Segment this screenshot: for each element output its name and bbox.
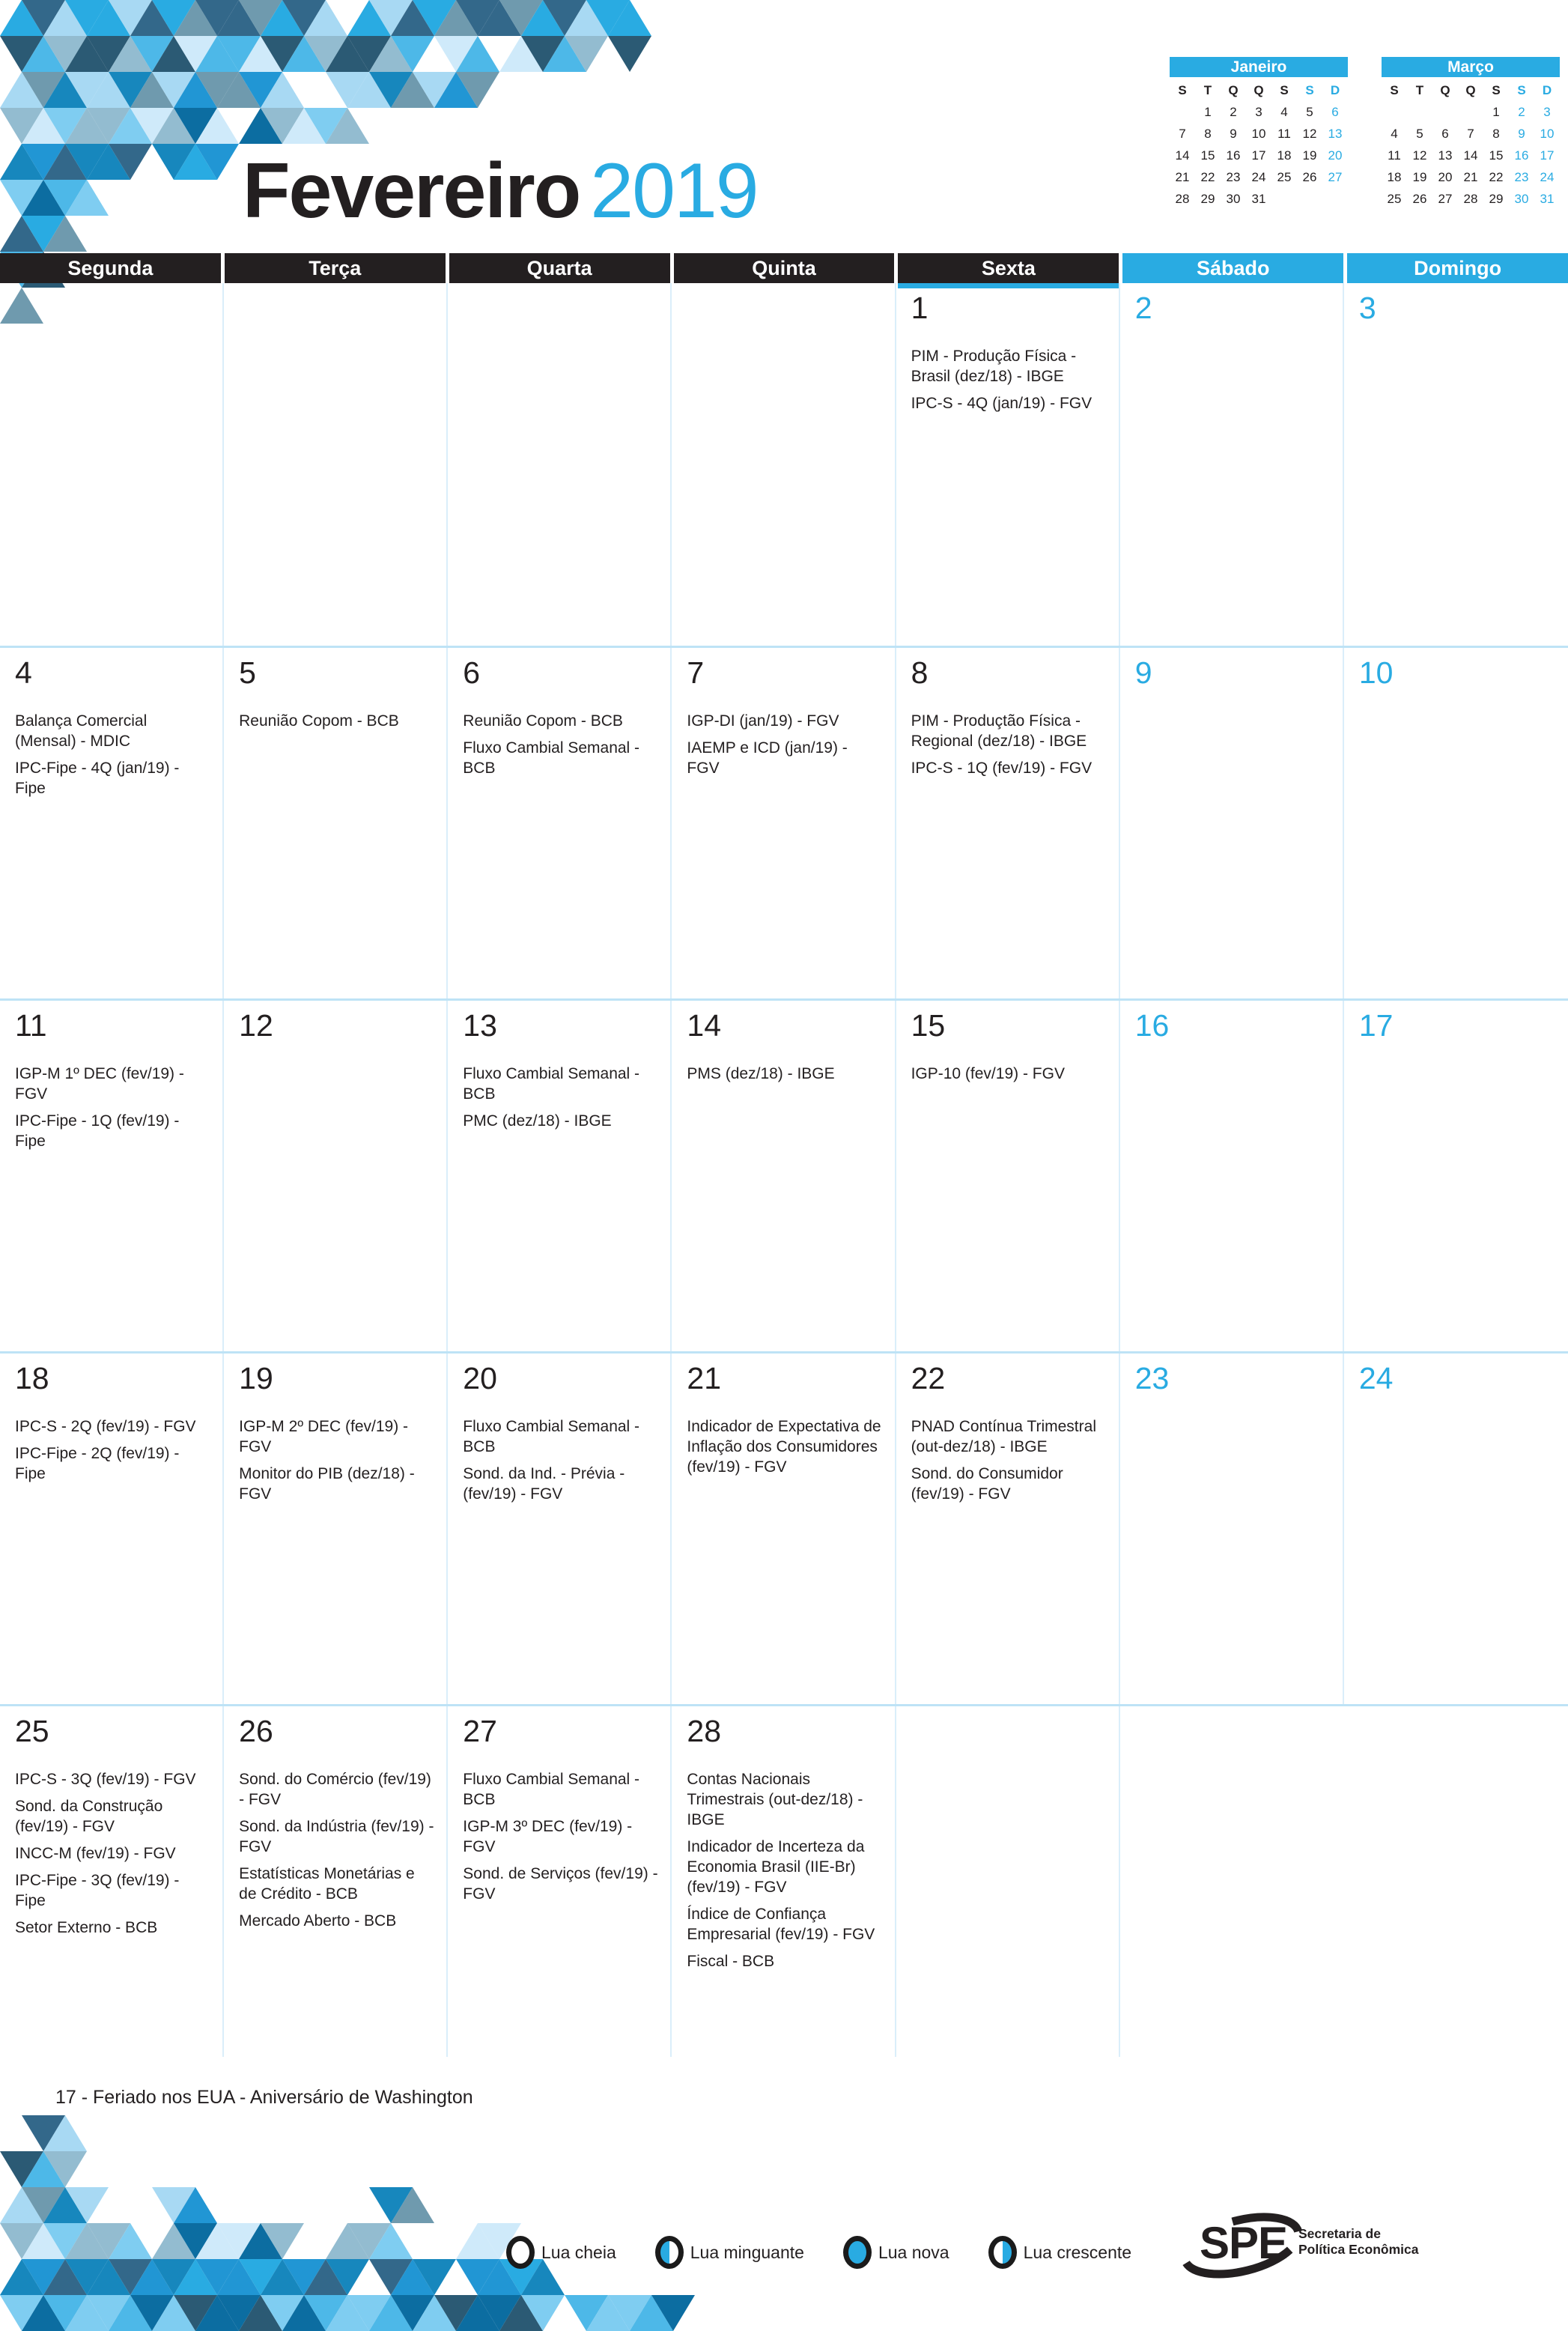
moon-right-blue-icon	[988, 2236, 1017, 2269]
mini-calendar-title: Janeiro	[1170, 57, 1348, 77]
event-item: Estatísticas Monetárias e de Crédito - BCB	[239, 1865, 415, 1903]
mini-day-number: 29	[1200, 192, 1215, 206]
mosaic-triangle	[608, 36, 651, 72]
day-cell	[1344, 283, 1568, 646]
mini-day-number: 27	[1328, 170, 1343, 184]
day-cell	[224, 283, 448, 646]
mini-day-number	[1432, 101, 1458, 123]
day-events	[911, 711, 1108, 778]
day-number: 13	[463, 1008, 497, 1043]
spe-acronym: SPE	[1200, 2218, 1288, 2268]
mini-day-number: 19	[1302, 148, 1317, 163]
event-item: IPC-Fipe - 1Q (fev/19) - Fipe	[15, 1112, 180, 1150]
mini-day-number: 16	[1226, 148, 1241, 163]
day-number: 4	[15, 655, 32, 690]
week-row	[0, 283, 1568, 646]
mini-day-letter: Q	[1254, 83, 1264, 97]
mini-day-number: 31	[1540, 192, 1555, 206]
event-item: IPC-S - 2Q (fev/19) - FGV	[15, 1418, 196, 1435]
dow-header-quinta: Quinta	[674, 253, 895, 283]
mini-day-number: 8	[1492, 127, 1500, 141]
day-number: 9	[1134, 655, 1152, 690]
event-item: Monitor do PIB (dez/18) - FGV	[239, 1465, 415, 1503]
mini-day-number: 11	[1277, 127, 1291, 141]
day-events	[687, 1064, 884, 1084]
mini-day-number: 25	[1387, 192, 1402, 206]
event-item: Sond. da Ind. - Prévia - (fev/19) - FGV	[463, 1465, 625, 1503]
day-cell	[448, 1354, 672, 1704]
day-number	[239, 291, 436, 328]
mini-day-letter: Q	[1440, 83, 1450, 97]
dow-header-quarta: Quarta	[449, 253, 670, 283]
spe-logo-line1: Secretaria de	[1298, 2226, 1381, 2241]
moon-legend-item	[655, 2236, 804, 2269]
mini-day-number: 2	[1230, 105, 1237, 119]
event-item: Fluxo Cambial Semanal - BCB	[463, 1771, 640, 1808]
event-item: IGP-M 3º DEC (fev/19) - FGV	[463, 1818, 633, 1855]
day-number: 1	[911, 291, 929, 325]
dow-header-segunda: Segunda	[0, 253, 221, 283]
day-cell	[448, 283, 672, 646]
mini-day-number	[1170, 101, 1195, 123]
day-cell	[224, 1001, 448, 1351]
mini-day-letter: S	[1390, 83, 1399, 97]
day-cell	[1344, 1001, 1568, 1351]
mini-day-number: 20	[1328, 148, 1343, 163]
day-cell	[224, 648, 448, 998]
event-item: PMC (dez/18) - IBGE	[463, 1112, 612, 1130]
mini-day-number: 20	[1438, 170, 1453, 184]
mini-day-number	[1407, 101, 1432, 123]
week-row	[0, 646, 1568, 998]
event-item: IGP-M 1º DEC (fev/19) - FGV	[15, 1065, 184, 1103]
mini-day-letter: S	[1492, 83, 1501, 97]
mini-day-number: 7	[1467, 127, 1474, 141]
day-events	[15, 1416, 212, 1484]
moon-legend-label: Lua cheia	[541, 2242, 616, 2262]
day-cell	[896, 648, 1120, 998]
day-events	[463, 1064, 660, 1131]
moon-legend-label: Lua crescente	[1023, 2242, 1132, 2262]
day-cell	[0, 1706, 224, 2057]
mini-day-number: 17	[1251, 148, 1266, 163]
mini-day-number: 18	[1277, 148, 1292, 163]
mini-day-number: 7	[1179, 127, 1186, 141]
mini-day-number: 24	[1251, 170, 1266, 184]
day-events	[15, 711, 212, 798]
day-events	[463, 1769, 660, 1904]
mini-day-number: 31	[1251, 192, 1266, 206]
year-title: 2019	[590, 148, 758, 234]
mini-day-letter: S	[1178, 83, 1187, 97]
day-events	[911, 1416, 1108, 1504]
holiday-footnote: 17 - Feriado nos EUA - Aniversário de Washington	[55, 2087, 473, 2108]
day-events	[239, 711, 436, 731]
day-number: 2	[1134, 291, 1152, 325]
mini-day-number: 28	[1463, 192, 1478, 206]
mini-day-letter: T	[1203, 83, 1212, 97]
day-events	[463, 1416, 660, 1504]
mini-day-number: 26	[1412, 192, 1427, 206]
event-item: IGP-10 (fev/19) - FGV	[911, 1065, 1065, 1082]
day-events	[239, 1769, 436, 1931]
week-row	[0, 1704, 1568, 2057]
month-title: Fevereiro	[243, 148, 580, 234]
mini-day-letter: S	[1305, 83, 1314, 97]
mini-day-letter: D	[1542, 83, 1552, 97]
day-number: 15	[911, 1008, 946, 1043]
day-number: 16	[1134, 1008, 1170, 1043]
mini-day-number: 30	[1226, 192, 1241, 206]
mini-day-number: 9	[1518, 127, 1525, 141]
mini-day-number: 10	[1540, 127, 1555, 141]
day-cell	[1120, 648, 1344, 998]
moon-legend-item	[506, 2236, 616, 2269]
spe-logo-line2: Política Econômica	[1298, 2242, 1419, 2257]
day-cell	[1344, 648, 1568, 998]
dow-header-terça: Terça	[225, 253, 446, 283]
event-item: Índice de Confiança Empresarial (fev/19) - FGV	[687, 1906, 875, 1943]
event-item: IPC-Fipe - 4Q (jan/19) - Fipe	[15, 760, 180, 797]
mini-day-letter: S	[1280, 83, 1289, 97]
day-cell	[224, 1706, 448, 2057]
day-number: 20	[463, 1361, 497, 1395]
spe-logo	[1182, 2207, 1466, 2297]
day-cell	[672, 1001, 896, 1351]
mini-day-number: 30	[1514, 192, 1529, 206]
mini-day-number	[1382, 101, 1407, 123]
day-number: 23	[1134, 1361, 1170, 1395]
day-events	[911, 346, 1108, 413]
mini-day-number: 27	[1438, 192, 1453, 206]
day-cell	[448, 1706, 672, 2057]
mini-day-number: 3	[1255, 105, 1262, 119]
mini-day-number: 18	[1387, 170, 1402, 184]
mini-calendar-janeiro	[1170, 57, 1348, 210]
mini-day-number: 2	[1518, 105, 1525, 119]
mini-day-number: 13	[1438, 148, 1453, 163]
day-number: 6	[463, 655, 481, 690]
event-item: Sond. da Construção (fev/19) - FGV	[15, 1798, 163, 1835]
day-cell	[896, 1706, 1120, 2057]
event-item: PMS (dez/18) - IBGE	[687, 1065, 835, 1082]
event-item: Sond. da Indústria (fev/19) - FGV	[239, 1818, 434, 1855]
day-number: 3	[1358, 291, 1376, 325]
week-row	[0, 1351, 1568, 1704]
event-item: Contas Nacionais Trimestrais (out-dez/18) - IBGE	[687, 1771, 863, 1828]
weekday-header-row	[0, 253, 1568, 283]
event-item: IPC-S - 4Q (jan/19) - FGV	[911, 395, 1093, 412]
mini-day-number: 14	[1463, 148, 1478, 163]
day-cell	[0, 1001, 224, 1351]
event-item: Fluxo Cambial Semanal - BCB	[463, 1065, 640, 1103]
mini-day-number: 22	[1200, 170, 1215, 184]
event-item: Fluxo Cambial Semanal - BCB	[463, 739, 640, 777]
day-cell	[1120, 283, 1344, 646]
day-cell	[896, 283, 1120, 646]
mini-day-number: 29	[1489, 192, 1504, 206]
day-events	[15, 1769, 212, 1938]
mini-day-number: 8	[1204, 127, 1212, 141]
event-item: Sond. do Consumidor (fev/19) - FGV	[911, 1465, 1063, 1503]
moon-left-blue-icon	[655, 2236, 684, 2269]
mini-day-number: 6	[1441, 127, 1449, 141]
mini-day-number: 23	[1514, 170, 1529, 184]
mini-day-number: 28	[1175, 192, 1190, 206]
mini-day-number: 10	[1251, 127, 1266, 141]
day-number: 14	[687, 1008, 722, 1043]
mini-day-number: 22	[1489, 170, 1504, 184]
dow-header-domingo: Domingo	[1347, 253, 1568, 283]
day-number	[15, 291, 212, 328]
day-number: 28	[687, 1714, 722, 1748]
day-number	[463, 291, 660, 328]
mini-day-number: 16	[1514, 148, 1529, 163]
mini-day-number: 12	[1302, 127, 1317, 141]
mini-day-number: 4	[1280, 105, 1288, 119]
day-cell	[1120, 1706, 1344, 2057]
mini-day-number	[1458, 101, 1483, 123]
day-number: 10	[1358, 655, 1394, 690]
day-cell	[672, 648, 896, 998]
moon-legend-item	[843, 2236, 949, 2269]
mini-day-number: 14	[1175, 148, 1190, 163]
day-events	[239, 1416, 436, 1504]
day-events	[463, 711, 660, 778]
page-title	[243, 147, 758, 236]
moon-legend	[506, 2236, 1131, 2269]
month-grid	[0, 283, 1568, 2057]
mini-day-number: 24	[1540, 170, 1555, 184]
day-cell	[448, 648, 672, 998]
mini-calendar-grid	[1382, 79, 1560, 210]
moon-legend-label: Lua nova	[878, 2242, 949, 2262]
event-item: Sond. do Comércio (fev/19) - FGV	[239, 1771, 431, 1808]
day-events	[687, 1769, 884, 1971]
event-item: Fiscal - BCB	[687, 1953, 775, 1970]
mini-day-number: 25	[1277, 170, 1292, 184]
mini-day-number: 1	[1492, 105, 1500, 119]
mini-calendar-grid	[1170, 79, 1348, 210]
day-number: 7	[687, 655, 705, 690]
event-item: Fluxo Cambial Semanal - BCB	[463, 1418, 640, 1455]
mini-day-number: 15	[1200, 148, 1215, 163]
day-cell	[1120, 1354, 1344, 1704]
mini-day-number: 4	[1391, 127, 1398, 141]
mini-calendar-março	[1382, 57, 1560, 210]
day-number: 24	[1358, 1361, 1394, 1395]
day-number: 11	[15, 1008, 47, 1043]
day-number: 25	[15, 1714, 49, 1748]
event-item: IPC-Fipe - 3Q (fev/19) - Fipe	[15, 1872, 180, 1909]
mini-day-number: 23	[1226, 170, 1241, 184]
mini-day-number: 21	[1175, 170, 1190, 184]
event-item: IGP-DI (jan/19) - FGV	[687, 712, 839, 730]
day-number: 21	[687, 1361, 722, 1395]
week-row	[0, 998, 1568, 1351]
day-cell	[896, 1001, 1120, 1351]
event-item: Indicador de Expectativa de Inflação dos Consumidores (fev/19) - FGV	[687, 1418, 881, 1476]
mini-day-number: 5	[1306, 105, 1313, 119]
day-cell	[0, 283, 224, 646]
day-cell	[0, 1354, 224, 1704]
spe-logo-text	[1298, 2226, 1418, 2258]
event-item: Reunião Copom - BCB	[463, 712, 623, 730]
day-number: 8	[911, 655, 929, 690]
event-item: PNAD Contínua Trimestral (out-dez/18) - IBGE	[911, 1418, 1096, 1455]
day-events	[15, 1064, 212, 1151]
mini-day-number: 5	[1416, 127, 1423, 141]
mini-day-number	[1271, 188, 1297, 210]
dow-header-sexta: Sexta	[898, 253, 1119, 283]
event-item: Reunião Copom - BCB	[239, 712, 399, 730]
mini-day-number: 9	[1230, 127, 1237, 141]
mini-day-number	[1297, 188, 1322, 210]
moon-legend-item	[988, 2236, 1131, 2269]
mini-day-number: 15	[1489, 148, 1504, 163]
mini-day-number: 17	[1540, 148, 1555, 163]
mini-day-letter: Q	[1465, 83, 1476, 97]
mini-day-number	[1322, 188, 1348, 210]
mini-day-number: 19	[1412, 170, 1427, 184]
day-events	[687, 1416, 884, 1477]
event-item: PIM - Produçtão Física - Regional (dez/18) - IBGE	[911, 712, 1087, 750]
day-number: 12	[239, 1008, 273, 1043]
event-item: IPC-S - 1Q (fev/19) - FGV	[911, 760, 1093, 777]
day-cell	[896, 1354, 1120, 1704]
mini-day-number: 11	[1388, 148, 1401, 163]
day-cell	[672, 283, 896, 646]
day-events	[687, 711, 884, 778]
moon-legend-label: Lua minguante	[690, 2242, 804, 2262]
day-number: 26	[239, 1714, 273, 1748]
event-item: PIM - Produção Física - Brasil (dez/18) - IBGE	[911, 348, 1077, 385]
dow-header-sábado: Sábado	[1122, 253, 1343, 283]
event-item: INCC-M (fev/19) - FGV	[15, 1845, 176, 1862]
mini-day-letter: Q	[1228, 83, 1239, 97]
day-cell	[672, 1354, 896, 1704]
event-item: Sond. de Serviços (fev/19) - FGV	[463, 1865, 658, 1903]
mini-day-letter: D	[1330, 83, 1340, 97]
mini-day-letter: T	[1415, 83, 1424, 97]
mini-day-number: 1	[1204, 105, 1212, 119]
mini-day-number: 26	[1302, 170, 1317, 184]
event-item: IAEMP e ICD (jan/19) - FGV	[687, 739, 848, 777]
event-item: IGP-M 2º DEC (fev/19) - FGV	[239, 1418, 409, 1455]
triangle-mosaic-bottom-left	[0, 2106, 704, 2331]
day-number: 17	[1358, 1008, 1394, 1043]
day-number: 27	[463, 1714, 497, 1748]
day-number	[1135, 1714, 1334, 1751]
event-item: IPC-S - 3Q (fev/19) - FGV	[15, 1771, 196, 1788]
day-number: 19	[239, 1361, 273, 1395]
day-cell	[448, 1001, 672, 1351]
event-item: Indicador de Incerteza da Economia Brasil (IIE-Br) (fev/19) - FGV	[687, 1838, 865, 1896]
day-cell	[1120, 1001, 1344, 1351]
day-cell	[672, 1706, 896, 2057]
day-events	[911, 1064, 1108, 1084]
event-item: Setor Externo - BCB	[15, 1919, 158, 1936]
event-item: IPC-Fipe - 2Q (fev/19) - Fipe	[15, 1445, 180, 1482]
day-number: 22	[911, 1361, 946, 1395]
event-item: Mercado Aberto - BCB	[239, 1912, 397, 1930]
day-cell	[1344, 1354, 1568, 1704]
event-item: Balança Comercial (Mensal) - MDIC	[15, 712, 148, 750]
mini-day-number: 21	[1463, 170, 1478, 184]
mini-day-number: 13	[1328, 127, 1343, 141]
day-number	[687, 291, 884, 328]
mini-day-number: 3	[1543, 105, 1551, 119]
day-number	[911, 1714, 1108, 1751]
mini-day-letter: S	[1517, 83, 1526, 97]
day-cell	[0, 648, 224, 998]
mini-day-number: 6	[1331, 105, 1339, 119]
moon-full-white-icon	[506, 2236, 535, 2269]
day-cell	[224, 1354, 448, 1704]
mini-calendar-title: Março	[1382, 57, 1560, 77]
day-number: 5	[239, 655, 256, 690]
mini-day-number: 12	[1412, 148, 1427, 163]
moon-full-blue-icon	[843, 2236, 872, 2269]
day-number: 18	[15, 1361, 49, 1395]
